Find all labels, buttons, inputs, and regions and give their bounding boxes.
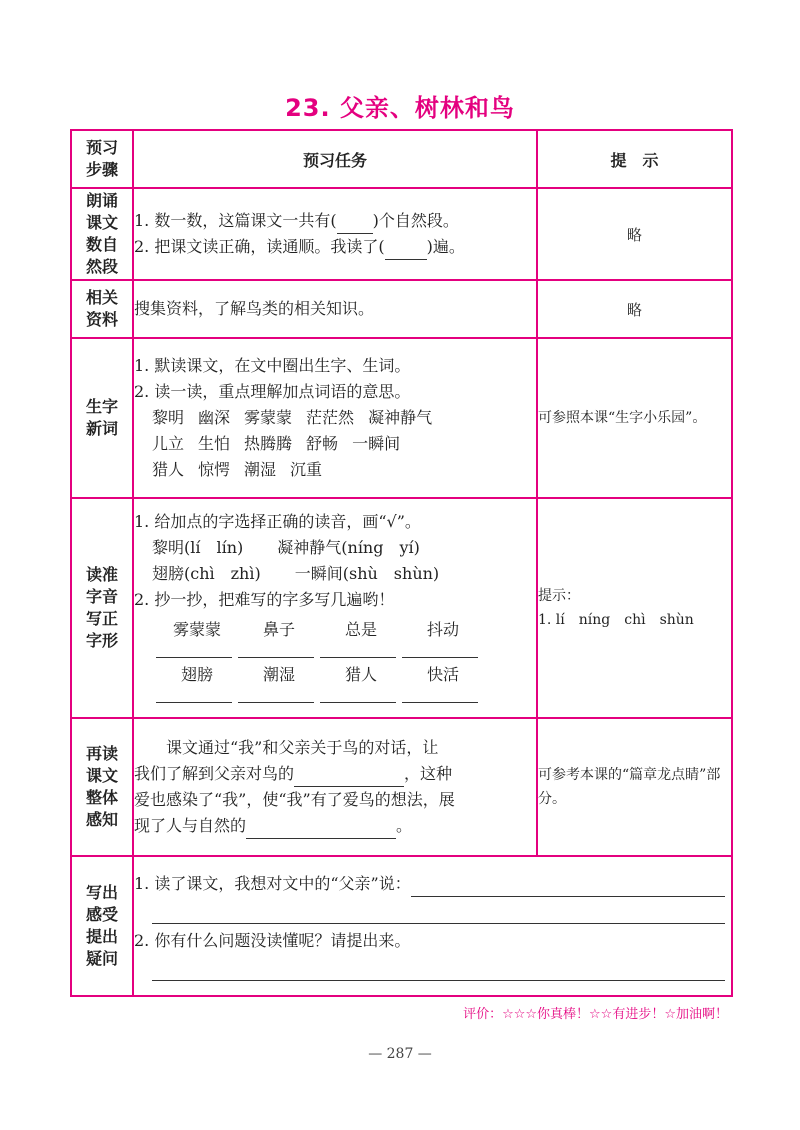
step-cell: 相关 资料 — [71, 280, 133, 338]
hint-cell: 略 — [537, 280, 732, 338]
word-list: 儿立 生怕 热腾腾 舒畅 一瞬间 — [152, 434, 401, 453]
answer-blank[interactable] — [385, 241, 427, 260]
copy-words: 雾蒙蒙 鼻子 总是 抖动 — [172, 620, 459, 639]
task-cell: 1. 读了课文，我想对文中的“父亲”说： 2. 你有什么问题没读懂呢？请提出来。 — [133, 856, 732, 996]
task-cell: 搜集资料，了解鸟类的相关知识。 — [133, 280, 537, 338]
step-cell: 朗诵 课文 数自 然段 — [71, 188, 133, 280]
table-row — [71, 338, 732, 498]
answer-blank[interactable] — [411, 878, 725, 897]
page-title: 23. 父亲、树林和鸟 — [285, 94, 515, 122]
answer-line[interactable] — [152, 954, 725, 981]
table-row — [71, 188, 732, 280]
header-step: 预习 步骤 — [71, 130, 133, 188]
step-cell: 读准 字音 写正 字形 — [71, 498, 133, 718]
copy-lines[interactable] — [134, 647, 536, 658]
copy-words: 翅膀 潮湿 猎人 快活 — [180, 665, 459, 684]
header-task: 预习任务 — [133, 130, 537, 188]
hint-cell: 略 — [537, 188, 732, 280]
task-cell: 课文通过“我”和父亲关于鸟的对话，让 我们了解到父亲对鸟的 ，这种 爱也感染了“我”，使“我”有了爱鸟的想法，展 现了人与自然的 。 — [133, 718, 537, 856]
step-cell: 再读 课文 整体 感知 — [71, 718, 133, 856]
answer-line[interactable] — [152, 897, 725, 924]
task-cell: 1. 给加点的字选择正确的读音，画“√”。 黎明(lí lín) 凝神静气(níng yí) 翅膀(chì zhì) 一瞬间(shù shùn) 2. 抄一抄，把难写的字多写几遍哟！ 雾蒙蒙 鼻子 总是 抖动 翅膀 潮湿 猎人 快活 — [133, 498, 537, 718]
step-cell: 写出 感受 提出 疑问 — [71, 856, 133, 996]
hint-cell: 可参考本课的“篇章龙点睛”部分。 — [537, 718, 732, 856]
step-cell: 生字 新词 — [71, 338, 133, 498]
table-row — [71, 498, 732, 718]
page-number: — 287 — — [368, 1046, 432, 1062]
answer-blank[interactable] — [294, 768, 404, 787]
copy-lines[interactable] — [134, 692, 536, 703]
preview-table — [70, 129, 733, 997]
table-row — [71, 718, 732, 856]
table-row — [71, 280, 732, 338]
task-cell: 1. 默读课文，在文中圈出生字、生词。 2. 读一读，重点理解加点词语的意思。 黎明 幽深 雾蒙蒙 茫茫然 凝神静气 儿立 生怕 热腾腾 舒畅 一瞬间 猎人 惊愕 潮湿 沉重 — [133, 338, 537, 498]
answer-blank[interactable] — [246, 820, 396, 839]
table-row — [71, 856, 732, 996]
hint-cell: 提示： 1. lí níng chì shùn — [537, 498, 732, 718]
word-list: 猎人 惊愕 潮湿 沉重 — [152, 460, 323, 479]
header-hint: 提 示 — [537, 130, 732, 188]
evaluation-stars: 评价：☆☆☆你真棒！☆☆有进步！☆加油啊！ — [463, 1007, 728, 1022]
table-header-row — [71, 130, 732, 188]
word-list: 黎明 幽深 雾蒙蒙 茫茫然 凝神静气 — [152, 408, 433, 427]
hint-cell: 可参照本课“生字小乐园”。 — [537, 338, 732, 498]
task-cell: 1. 数一数，这篇课文一共有( )个自然段。 2. 把课文读正确，读通顺。我读了( )遍。 — [133, 188, 537, 280]
answer-blank[interactable] — [337, 215, 373, 234]
